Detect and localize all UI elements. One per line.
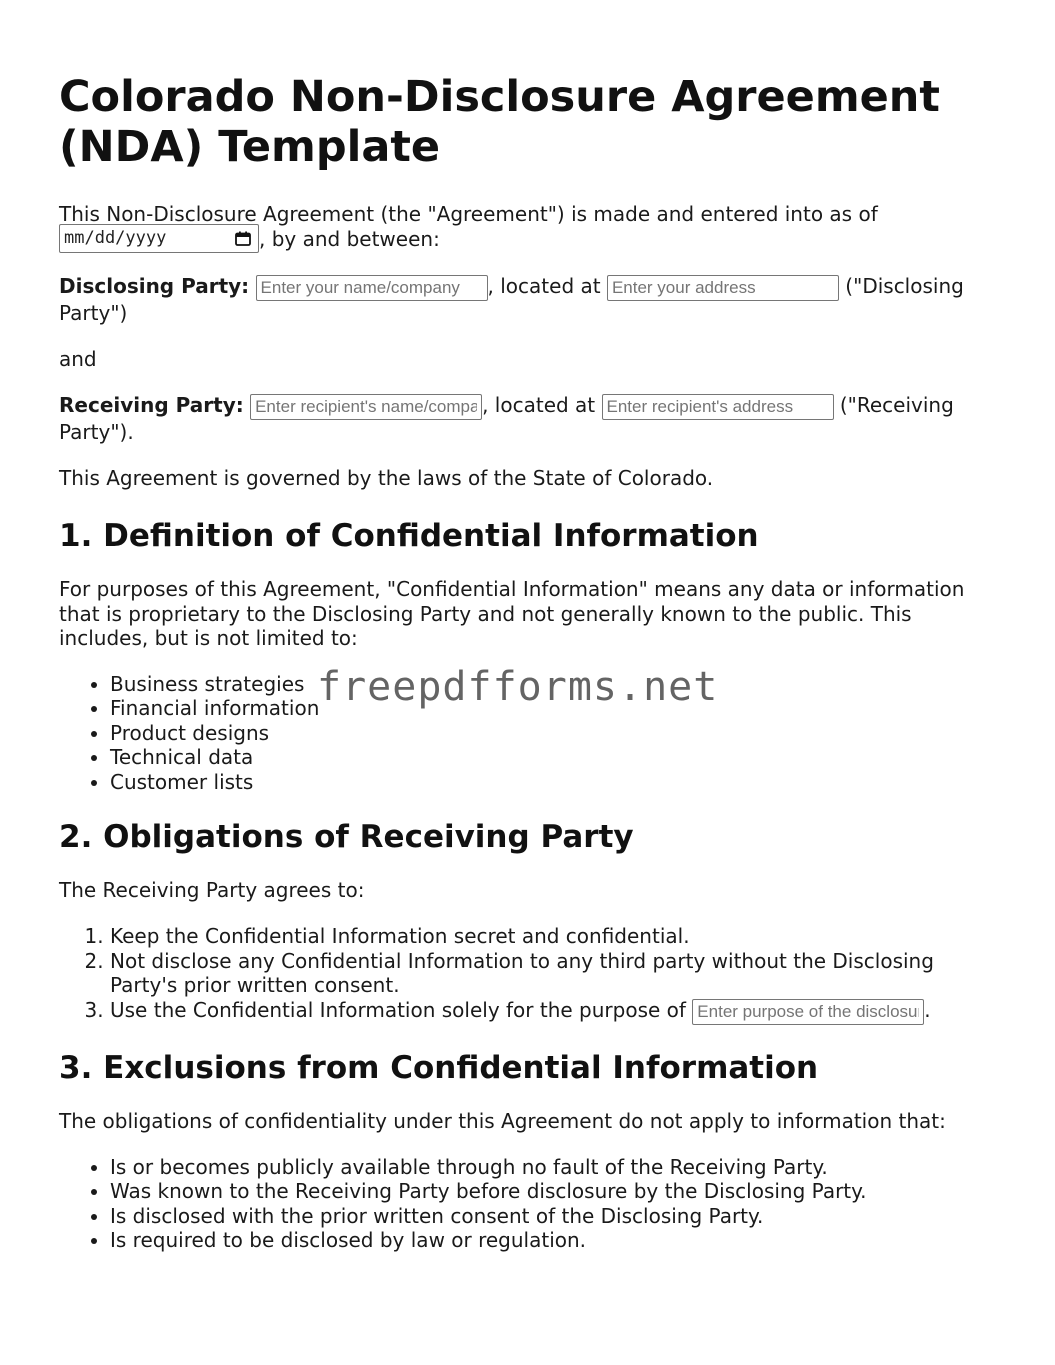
list-item: • Product designs [110, 721, 1004, 746]
and-text: and [59, 347, 97, 371]
list-item: • Is disclosed with the prior written consent of the Disclosing Party. [110, 1204, 1004, 1229]
list-item: • Financial information [110, 696, 1004, 721]
list-item [110, 998, 1004, 1025]
section2-heading: 2. Obligations of Receiving Party [59, 819, 634, 855]
disclosing-address-input[interactable] [607, 275, 839, 301]
disclosing-party-label: Disclosing Party: [59, 274, 250, 298]
list-item: • Was known to the Receiving Party before disclosure by the Disclosing Party. [110, 1179, 1004, 1204]
section3-heading: 3. Exclusions from Confidential Information [59, 1049, 819, 1086]
section1-paragraph: For purposes of this Agreement, "Confidential Information" means any data or information that is proprietary to the Disclosing Party and not generally known to the public. This includes, but is not limited to: [59, 577, 965, 650]
section2-paragraph: The Receiving Party agrees to: [59, 878, 365, 902]
list-item: • Is required to be disclosed by law or regulation. [110, 1228, 1004, 1253]
receiving-party-label: Receiving Party: [59, 393, 244, 417]
governing-law-text: This Agreement is governed by the laws of the State of Colorado. [59, 466, 714, 490]
receiving-suffix: ("Receiving Party"). [59, 393, 954, 444]
section3-paragraph: The obligations of confidentiality under this Agreement do not apply to information that: [59, 1108, 946, 1133]
calendar-icon[interactable] [235, 231, 251, 246]
list-item: • Customer lists [110, 770, 1004, 795]
receiving-party-line [59, 393, 1004, 445]
intro-paragraph [59, 202, 1004, 253]
section2-list [59, 924, 1004, 1025]
purpose-input[interactable] [692, 999, 924, 1025]
section1-heading: 1. Definition of Confidential Information [59, 518, 759, 554]
section3-list [59, 1155, 1004, 1253]
document-title: Colorado Non-Disclosure Agreement (NDA) Template [59, 72, 940, 172]
disclosing-party-line [59, 274, 1004, 326]
item3-text: Use the Confidential Information solely for the purpose of [110, 997, 693, 1022]
watermark: freepdfforms.net [317, 664, 719, 710]
date-placeholder: mm/dd/yyyy [64, 228, 167, 248]
agreement-date-input[interactable] [59, 224, 259, 253]
receiving-located-at: , located at [482, 393, 596, 417]
disclosing-located-at: , located at [487, 274, 601, 298]
list-item: 2. Not disclose any Confidential Information to any third party without the Disclosing Party's prior written consent. [110, 949, 1004, 998]
intro-after-date: , by and between: [259, 227, 440, 251]
list-item: • Business strategies [110, 672, 1004, 697]
receiving-address-input[interactable] [602, 394, 834, 420]
list-item: • Technical data [110, 745, 1004, 770]
intro-text: This Non-Disclosure Agreement (the "Agreement") is made and entered into as of [59, 202, 878, 226]
disclosing-name-input[interactable] [256, 275, 488, 301]
list-item: 1. Keep the Confidential Information secret and confidential. [110, 924, 1004, 949]
receiving-name-input[interactable] [250, 394, 482, 420]
item3-period: . [924, 997, 931, 1022]
disclosing-suffix: ("Disclosing Party") [59, 274, 964, 325]
list-item: • Is or becomes publicly available through no fault of the Receiving Party. [110, 1155, 1004, 1180]
